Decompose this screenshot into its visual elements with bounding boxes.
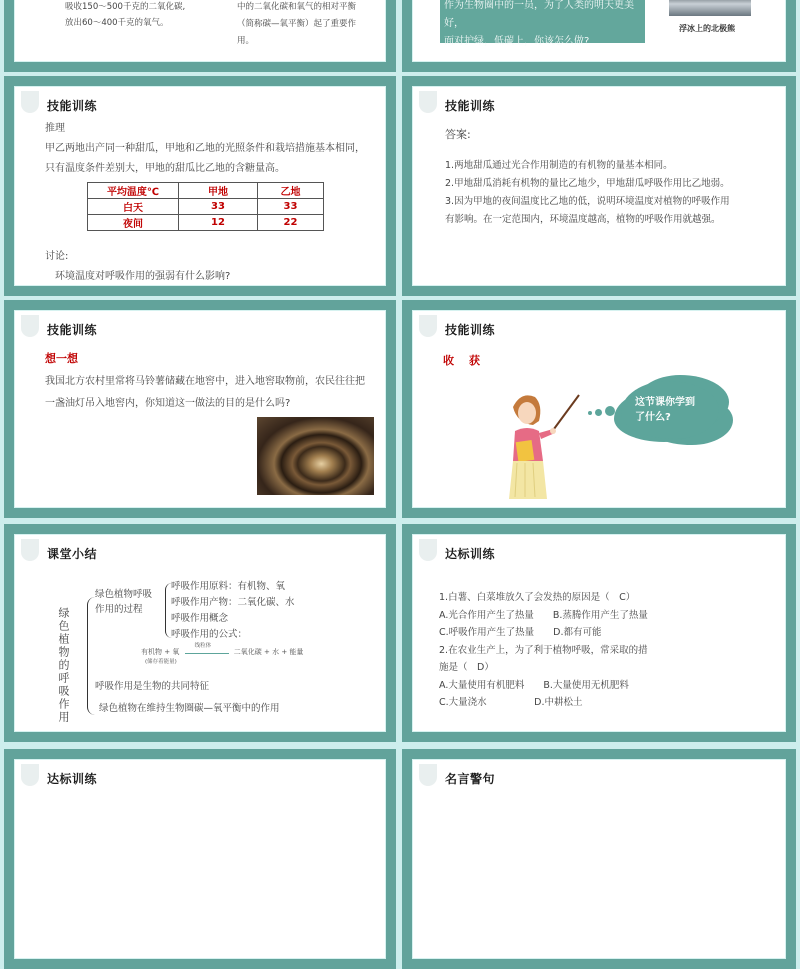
text-line: 吸收150～500千克的二氧化碳, bbox=[65, 2, 186, 12]
table-row bbox=[88, 215, 324, 231]
formula-reactants: 有机物 + 氧 bbox=[141, 648, 180, 656]
text-line: 甲乙两地出产同一种甜瓜，甲地和乙地的光照条件和栽培措施基本相同， bbox=[45, 143, 365, 154]
discussion-question: 环境温度对呼吸作用的强弱有什么影响? bbox=[55, 271, 231, 282]
answer-list bbox=[445, 157, 730, 229]
title-tab-decoration bbox=[21, 539, 39, 561]
quiz-line: 施是（ D） bbox=[439, 662, 494, 673]
slide-thumbnail-9[interactable] bbox=[4, 749, 396, 969]
sub-item: 呼吸作用原料：有机物、氧 bbox=[171, 581, 286, 592]
text-line: 只有温度条件差别大，甲地的甜瓜比乙地的含糖量高。 bbox=[45, 163, 285, 174]
quiz-line: C.呼吸作用产生了热量 D.都有可能 bbox=[439, 627, 602, 638]
slide-title: 技能训练 bbox=[445, 323, 496, 337]
table-header-row bbox=[88, 183, 324, 199]
title-tab-decoration bbox=[419, 315, 437, 337]
quiz-line: A.光合作用产生了热量 B.蒸腾作用产生了热量 bbox=[439, 609, 648, 621]
text-line: 我国北方农村里常将马铃薯储藏在地窖中，进入地窖取物前，农民往往把 bbox=[45, 376, 365, 387]
branch-carbon-oxygen: 绿色植物在维持生物圈碳—氧平衡中的作用 bbox=[99, 703, 280, 714]
sub-item: 呼吸作用产物：二氧化碳、水 bbox=[171, 597, 295, 608]
table-cell: 22 bbox=[258, 215, 324, 231]
section-heading: 推理 bbox=[45, 123, 65, 134]
text-line: 绿色植物呼吸 bbox=[95, 589, 153, 600]
sub-item-list bbox=[171, 579, 295, 643]
photo-caption: 浮冰上的北极熊 bbox=[679, 24, 735, 33]
formula-products: 二氧化碳 + 水 + 能量 bbox=[233, 648, 304, 656]
title-tab-decoration bbox=[419, 764, 437, 786]
text-block bbox=[237, 0, 356, 50]
table-cell: 12 bbox=[179, 215, 258, 231]
concept-root: 绿色植物的呼吸作用 bbox=[57, 607, 70, 724]
discussion-label: 讨论: bbox=[45, 251, 69, 262]
thought-bubble bbox=[621, 381, 719, 439]
respiration-formula bbox=[141, 643, 304, 667]
slide-content bbox=[412, 0, 786, 62]
text-line: （简称碳—氧平衡）起了重要作 bbox=[237, 19, 357, 29]
slide-thumbnail-5[interactable] bbox=[4, 300, 396, 518]
quiz-questions bbox=[439, 589, 648, 712]
title-tab-decoration bbox=[21, 315, 39, 337]
table-cell: 33 bbox=[179, 199, 258, 215]
thought-dot bbox=[605, 406, 615, 416]
section-heading: 想一想 bbox=[45, 352, 78, 365]
slide-title: 课堂小结 bbox=[47, 547, 98, 561]
slide-thumbnail-8[interactable] bbox=[402, 524, 796, 742]
thought-dot bbox=[588, 411, 592, 415]
teacher-illustration-icon bbox=[503, 391, 583, 503]
slide-title: 达标训练 bbox=[47, 772, 98, 786]
title-tab-decoration bbox=[419, 91, 437, 113]
formula-catalyst: 线粒体 bbox=[194, 643, 212, 649]
text-line: 作为生物圈中的一员，为了人类的明天更美好， bbox=[444, 0, 634, 29]
sub-item: 呼吸作用概念 bbox=[171, 613, 229, 624]
quiz-line: 1.白薯、白菜堆放久了会发热的原因是（ C） bbox=[439, 592, 636, 603]
bubble-text: 这节课你学到 bbox=[635, 397, 695, 408]
table-cell: 夜间 bbox=[88, 215, 179, 231]
slide-content bbox=[412, 534, 786, 732]
slide-thumbnail-3[interactable] bbox=[4, 76, 396, 296]
answer-item: 有影响。在一定范围内，环境温度越高，植物的呼吸作用就越强。 bbox=[445, 214, 721, 225]
title-tab-decoration bbox=[21, 764, 39, 786]
title-tab-decoration bbox=[419, 539, 437, 561]
title-tab-decoration bbox=[21, 91, 39, 113]
formula-arrow bbox=[185, 643, 229, 654]
slide-content bbox=[14, 759, 386, 959]
text-line: 面对护绿，低碳上，你该怎么做? bbox=[444, 36, 590, 47]
slide-content bbox=[14, 0, 386, 62]
slide-thumbnail-2[interactable] bbox=[402, 0, 796, 72]
slide-content bbox=[14, 310, 386, 508]
answer-item: 1.两地甜瓜通过光合作用制造的有机物的量基本相同。 bbox=[445, 160, 673, 171]
quiz-line: A.大量使用有机肥料 B.大量使用无机肥料 bbox=[439, 679, 629, 691]
table-cell: 白天 bbox=[88, 199, 179, 215]
answer-item: 2.甲地甜瓜消耗有机物的量比乙地少，甲地甜瓜呼吸作用比乙地弱。 bbox=[445, 178, 730, 189]
slide-thumbnail-4[interactable] bbox=[402, 76, 796, 296]
text-line: 一盏油灯吊入地窖内，你知道这一做法的目的是什么吗? bbox=[45, 398, 291, 409]
quiz-line: C.大量浇水 D.中耕松土 bbox=[439, 697, 583, 708]
text-line: 中的二氧化碳和氧气的相对平衡 bbox=[237, 2, 357, 12]
table-header: 乙地 bbox=[258, 183, 324, 199]
text-block bbox=[65, 0, 185, 31]
text-line: 用。 bbox=[237, 36, 255, 46]
slide-thumbnail-1[interactable] bbox=[4, 0, 396, 72]
table-header: 甲地 bbox=[179, 183, 258, 199]
slide-content bbox=[14, 534, 386, 732]
quiz-line: 2.在农业生产上，为了利于植物呼吸，常采取的措 bbox=[439, 644, 648, 656]
slide-content bbox=[412, 310, 786, 508]
table-header: 平均温度℃ bbox=[88, 183, 179, 199]
sub-item: 呼吸作用的公式： bbox=[171, 629, 248, 640]
text-line: 作用的过程 bbox=[95, 604, 143, 615]
bubble-text: 了什么? bbox=[635, 412, 671, 423]
paragraph bbox=[45, 139, 365, 179]
cellar-tunnel-photo bbox=[257, 417, 374, 495]
slide-content bbox=[412, 86, 786, 286]
thought-dot bbox=[595, 409, 602, 416]
answer-label: 答案: bbox=[445, 128, 471, 141]
slide-title: 技能训练 bbox=[47, 99, 98, 113]
branch-common-feature: 呼吸作用是生物的共同特征 bbox=[95, 681, 210, 692]
slide-title: 名言警句 bbox=[445, 772, 496, 786]
table-cell: 33 bbox=[258, 199, 324, 215]
answer-item: 3.因为甲地的夜间温度比乙地的低，说明环境温度对植物的呼吸作用 bbox=[445, 196, 730, 207]
section-heading: 收 获 bbox=[443, 354, 482, 367]
slide-thumbnail-6[interactable] bbox=[402, 300, 796, 518]
branch-process bbox=[95, 587, 152, 617]
callout-box bbox=[440, 0, 645, 47]
slide-title: 技能训练 bbox=[47, 323, 98, 337]
slide-thumbnail-7[interactable] bbox=[4, 524, 396, 742]
table-row bbox=[88, 199, 324, 215]
slide-title: 达标训练 bbox=[445, 547, 496, 561]
paragraph bbox=[45, 371, 365, 415]
slide-title: 技能训练 bbox=[445, 99, 496, 113]
slide-content bbox=[412, 759, 786, 959]
slide-thumbnail-10[interactable] bbox=[402, 749, 796, 969]
temperature-table bbox=[87, 182, 324, 231]
formula-note: (储存着能量) bbox=[145, 659, 177, 665]
slide-content bbox=[14, 86, 386, 286]
text-line: 放出60～400千克的氧气。 bbox=[65, 18, 169, 28]
polar-bear-photo bbox=[669, 0, 751, 16]
